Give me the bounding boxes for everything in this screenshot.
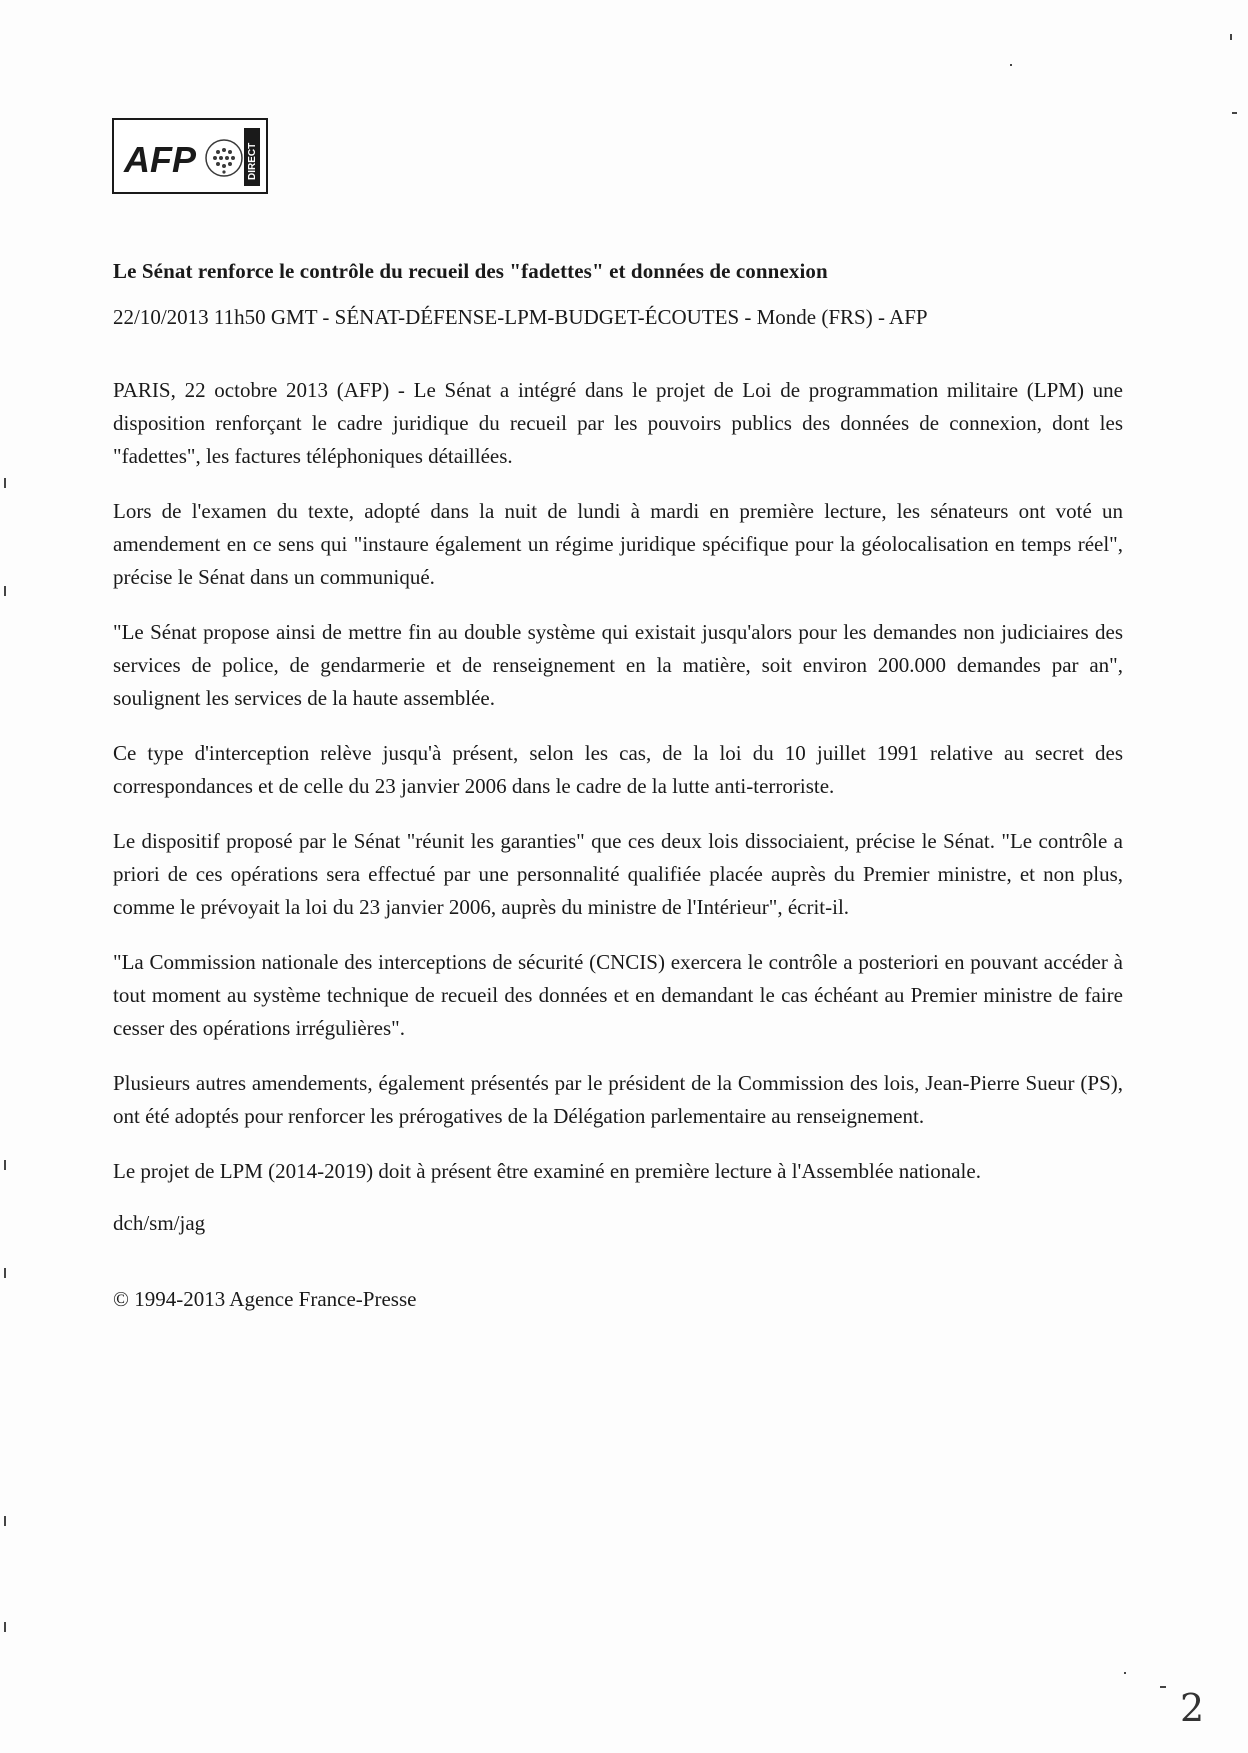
scan-mark xyxy=(4,1268,6,1278)
scan-mark xyxy=(1124,1672,1126,1674)
logo-side-text: DIRECT xyxy=(247,142,258,180)
headline: Le Sénat renforce le contrôle du recueil des "fadettes" et données de connexion xyxy=(113,259,828,283)
paragraph: "Le Sénat propose ainsi de mettre fin au double système qui existait jusqu'alors pour les demandes non judiciaires des services de police, de gendarmerie et de renseignement en la matière, soit environ 200.000 demandes par an", soulignent les services de la haute assemblée. xyxy=(113,620,1123,710)
scan-mark xyxy=(1232,112,1237,114)
paragraph: "La Commission nationale des interceptions de sécurité (CNCIS) exercera le contrôle a posteriori en pouvant accéder à tout moment au système technique de recueil des données et en demandant le cas échéant au Premier ministre de faire cesser des opérations irrégulières". xyxy=(113,950,1123,1040)
paragraph: Le dispositif proposé par le Sénat "réunit les garanties" que ces deux lois dissociaient, précise le Sénat. "Le contrôle a priori de ces opérations sera effectué par une personnalité qualifiée placée auprès du Premier ministre, et non plus, comme le prévoyait la loi du 23 janvier 2006, auprès du ministre de l'Intérieur", écrit-il. xyxy=(113,829,1123,919)
afp-logo-lettering: AFP xyxy=(124,139,196,180)
scan-mark xyxy=(4,1160,6,1170)
scan-mark xyxy=(4,1622,6,1632)
scan-mark xyxy=(1010,64,1012,66)
article-content xyxy=(113,258,1123,1312)
scan-mark xyxy=(1160,1686,1166,1688)
author-signature: dch/sm/jag xyxy=(113,1211,206,1235)
scan-mark xyxy=(4,478,6,488)
paragraph: Ce type d'interception relève jusqu'à présent, selon les cas, de la loi du 10 juillet 1991 relative au secret des correspondances et de celle du 23 janvier 2006 dans le cadre de la lutte anti-terroriste. xyxy=(113,741,1123,798)
dateline: 22/10/2013 11h50 GMT - SÉNAT-DÉFENSE-LPM-BUDGET-ÉCOUTES - Monde (FRS) - AFP xyxy=(113,305,928,329)
scan-mark xyxy=(1230,34,1232,40)
article-body xyxy=(113,374,1123,1312)
paragraph: Le projet de LPM (2014-2019) doit à présent être examiné en première lecture à l'Assemblée nationale. xyxy=(113,1159,981,1183)
paragraph: Plusieurs autres amendements, également présentés par le président de la Commission des lois, Jean-Pierre Sueur (PS), ont été adoptés pour renforcer les prérogatives de la Délégation parlementaire au renseignement. xyxy=(113,1071,1123,1128)
copyright-notice: © 1994-2013 Agence France-Presse xyxy=(113,1287,417,1311)
paragraph: PARIS, 22 octobre 2013 (AFP) - Le Sénat a intégré dans le projet de Loi de programmation militaire (LPM) une disposition renforçant le cadre juridique du recueil par les pouvoirs publics des données de connexion, dont les "fadettes", les factures téléphoniques détaillées. xyxy=(113,378,1123,468)
page-number: 2 xyxy=(1180,1686,1205,1730)
afp-logo-graphic xyxy=(120,128,262,186)
scan-mark xyxy=(4,586,6,596)
globe-icon xyxy=(206,140,242,176)
afp-logo xyxy=(112,118,268,194)
paragraph: Lors de l'examen du texte, adopté dans la nuit de lundi à mardi en première lecture, les sénateurs ont voté un amendement en ce sens qui "instaure également un régime juridique spécifique pour la géolocalisation en temps réel", précise le Sénat dans un communiqué. xyxy=(113,499,1123,589)
scan-mark xyxy=(4,1516,6,1526)
